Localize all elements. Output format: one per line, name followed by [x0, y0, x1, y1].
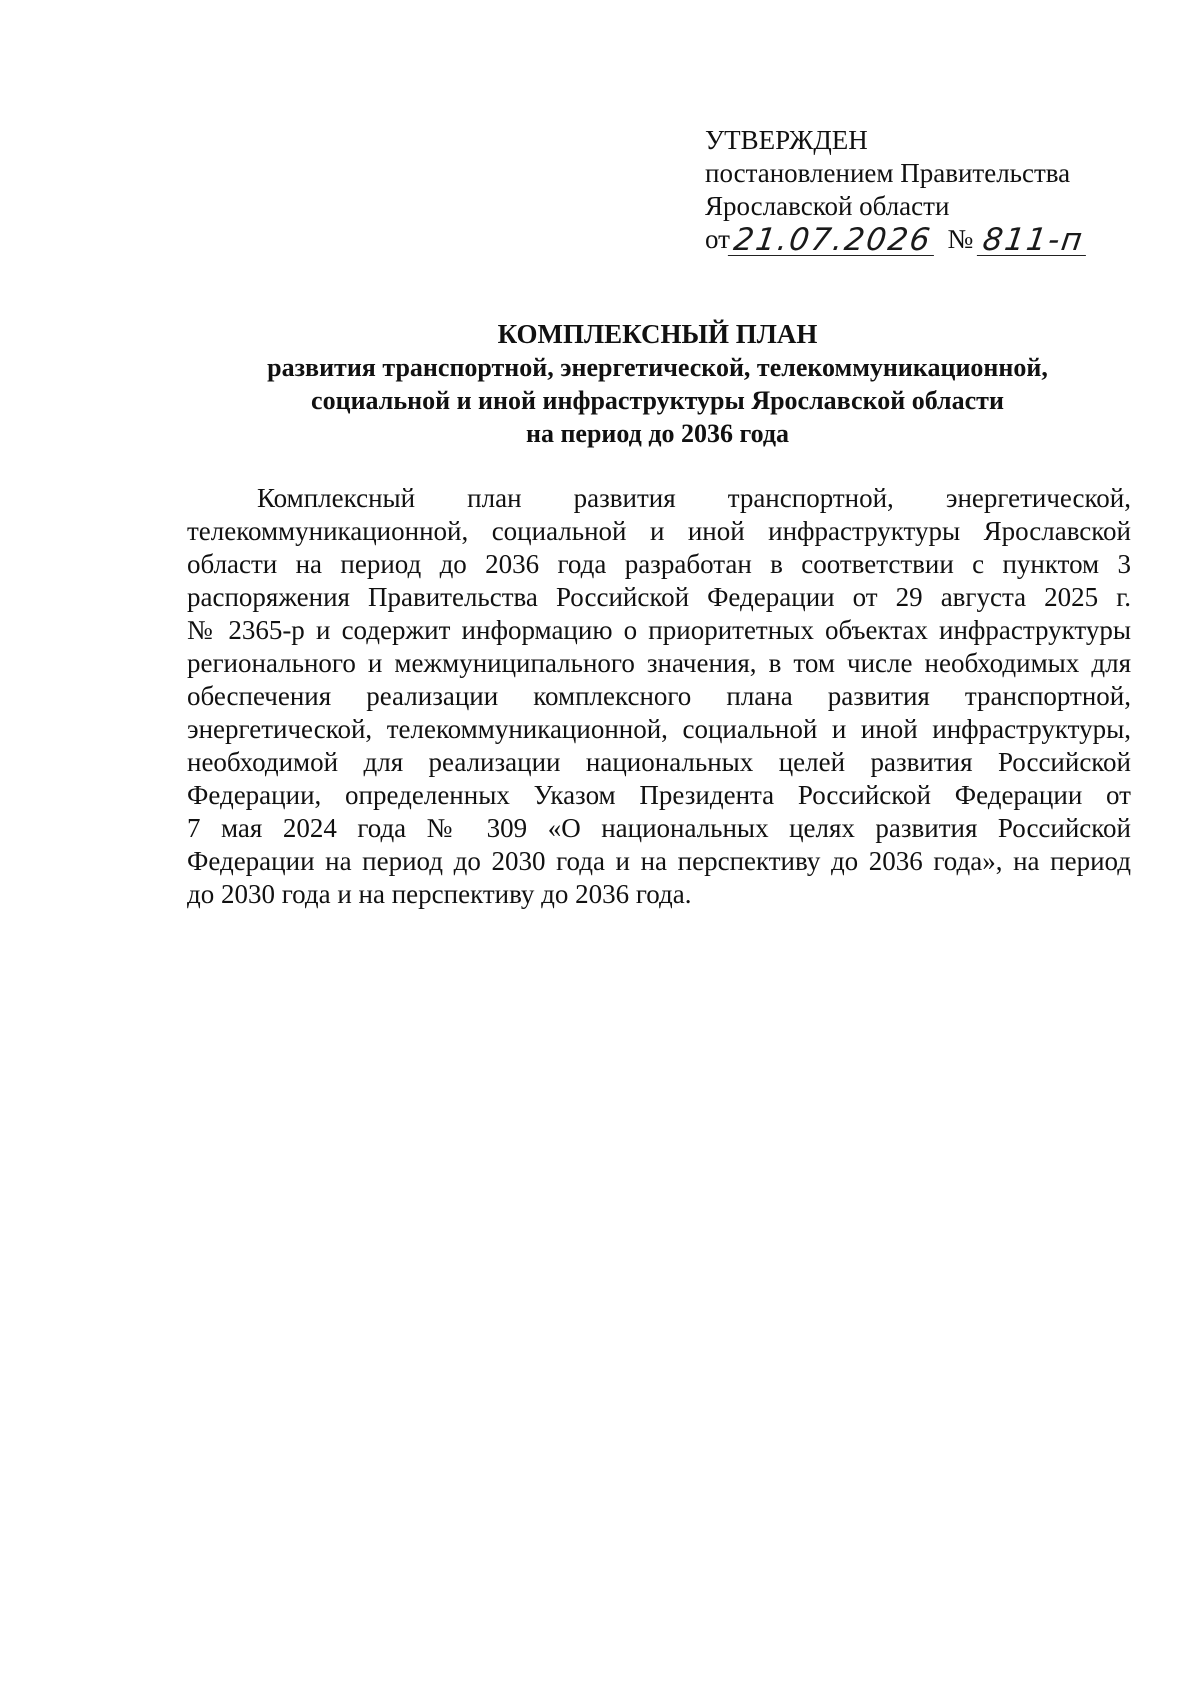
approval-decree: постановлением Правительства — [705, 158, 1071, 188]
body-line: распоряжения Правительства Российской Федерации от 29 августа 2025 г. — [187, 582, 1131, 612]
body-line: необходимой для реализации национальных целей развития Российской — [187, 747, 1131, 777]
approval-date-number-line — [705, 223, 1145, 256]
body-line: Федерации на период до 2030 года и на перспективу до 2036 года», на период — [187, 846, 1131, 876]
body-line: энергетической, телекоммуникационной, социальной и иной инфраструктуры, — [187, 714, 1131, 744]
body-paragraph — [187, 482, 1131, 911]
body-line: Федерации, определенных Указом Президента Российской Федерации от — [187, 780, 1131, 810]
body-line: до 2030 года и на перспективу до 2036 года. — [187, 879, 692, 909]
approval-region: Ярославской области — [705, 191, 950, 221]
approval-heading: УТВЕРЖДЕН — [705, 125, 868, 155]
body-line: № 2365-р и содержит информацию о приоритетных объектах инфраструктуры — [187, 615, 1131, 645]
handwritten-date: 21.07.2026 — [728, 225, 938, 256]
approval-block — [705, 124, 1145, 256]
document-title — [180, 318, 1135, 450]
body-line: Комплексный план развития транспортной, энергетической, — [257, 483, 1131, 513]
title-main: КОМПЛЕКСНЫЙ ПЛАН — [497, 319, 818, 349]
body-line: регионального и межмуниципального значения, в том числе необходимых для — [187, 648, 1131, 678]
body-line: области на период до 2036 года разработан в соответствии с пунктом 3 — [187, 549, 1131, 579]
body-line: обеспечения реализации комплексного плана развития транспортной, — [187, 681, 1131, 711]
body-line: 7 мая 2024 года № 309 «О национальных целях развития Российской — [187, 813, 1131, 843]
title-line: на период до 2036 года — [525, 419, 790, 448]
handwritten-number: 811-п — [977, 225, 1090, 256]
number-sign: № — [947, 224, 974, 254]
date-prefix: от — [705, 224, 730, 254]
title-line: социальной и иной инфраструктуры Ярославской области — [311, 386, 1004, 415]
body-line: телекоммуникационной, социальной и иной инфраструктуры Ярославской — [187, 516, 1131, 546]
title-line: развития транспортной, энергетической, телекоммуникационной, — [267, 353, 1048, 382]
